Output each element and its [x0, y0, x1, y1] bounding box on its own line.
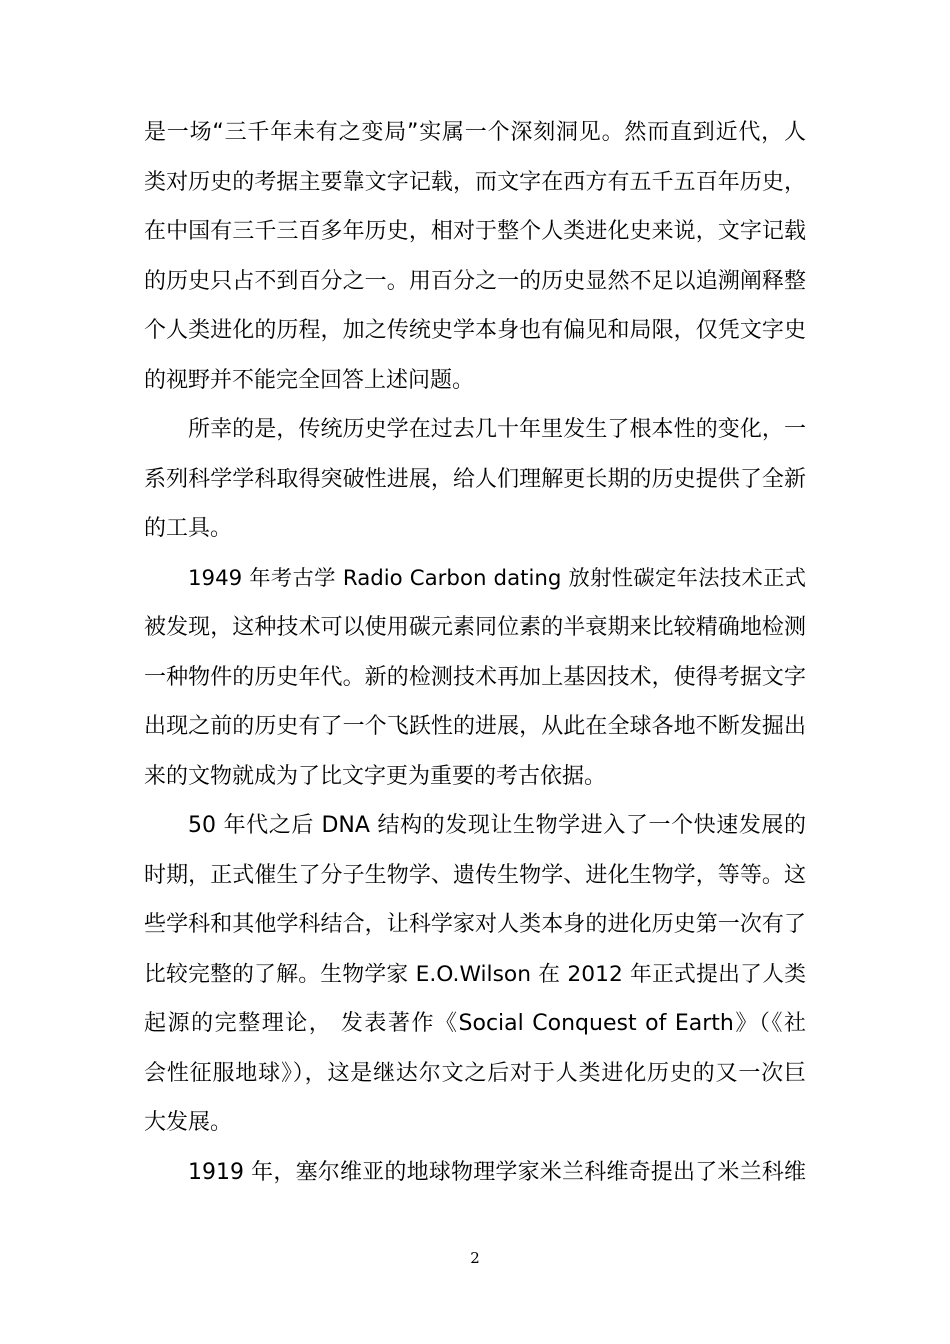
- paragraph: [144, 405, 806, 554]
- paragraph: [144, 108, 806, 405]
- text-line: 所幸的是，传统历史学在过去几十年里发生了根本性的变化，一: [188, 417, 806, 442]
- text-line: 的历史只占不到百分之一。用百分之一的历史显然不足以追溯阐释整: [144, 268, 806, 294]
- text-line: 些学科和其他学科结合，让科学家对人类本身的进化历史第一次有了: [144, 912, 806, 937]
- paragraph: [144, 801, 806, 1148]
- text-line: 系列科学学科取得突破性进展，给人们理解更长期的历史提供了全新: [144, 466, 806, 492]
- text-line: 的视野并不能完全回答上述问题。: [144, 367, 475, 393]
- paragraph: [144, 1148, 806, 1198]
- text-line: 起源的完整理论， 发表著作《Social Conquest of Earth》（《社: [144, 1011, 806, 1036]
- text-line: 是一场“三千年未有之变局”实属一个深刻洞见。然而直到近代，人: [144, 120, 806, 145]
- text-line: 会性征服地球》），这是继达尔文之后对于人类进化历史的又一次巨: [144, 1060, 806, 1086]
- text-line: 的工具。: [144, 516, 233, 541]
- text-line: 时期，正式催生了分子生物学、遗传生物学、进化生物学，等等。这: [144, 862, 806, 888]
- text-line: 个人类进化的历程，加之传统史学本身也有偏见和局限，仅凭文字史: [144, 318, 806, 343]
- text-line: 比较完整的了解。生物学家 E.O.Wilson 在 2012 年正式提出了人类: [144, 961, 806, 987]
- paragraph: [144, 554, 806, 802]
- text-line: 被发现，这种技术可以使用碳元素同位素的半衰期来比较精确地检测: [144, 615, 806, 640]
- text-line: 类对历史的考据主要靠文字记载，而文字在西方有五千五百年历史，: [144, 169, 806, 195]
- text-line: 出现之前的历史有了一个飞跃性的进展，从此在全球各地不断发掘出: [144, 714, 806, 739]
- document-body: [144, 108, 806, 1197]
- page-number: 2: [470, 1249, 480, 1267]
- text-line: 大发展。: [144, 1110, 233, 1135]
- text-line: 一种物件的历史年代。新的检测技术再加上基因技术，使得考据文字: [144, 664, 806, 690]
- text-line: 1949 年考古学 Radio Carbon dating 放射性碳定年法技术正式: [188, 565, 806, 591]
- text-line: 1919 年，塞尔维亚的地球物理学家米兰科维奇提出了米兰科维: [188, 1159, 806, 1185]
- text-line: 来的文物就成为了比文字更为重要的考古依据。: [144, 763, 607, 789]
- text-line: 在中国有三千三百多年历史，相对于整个人类进化史来说，文字记载: [144, 219, 806, 244]
- text-line: 50 年代之后 DNA 结构的发现让生物学进入了一个快速发展的: [188, 813, 806, 838]
